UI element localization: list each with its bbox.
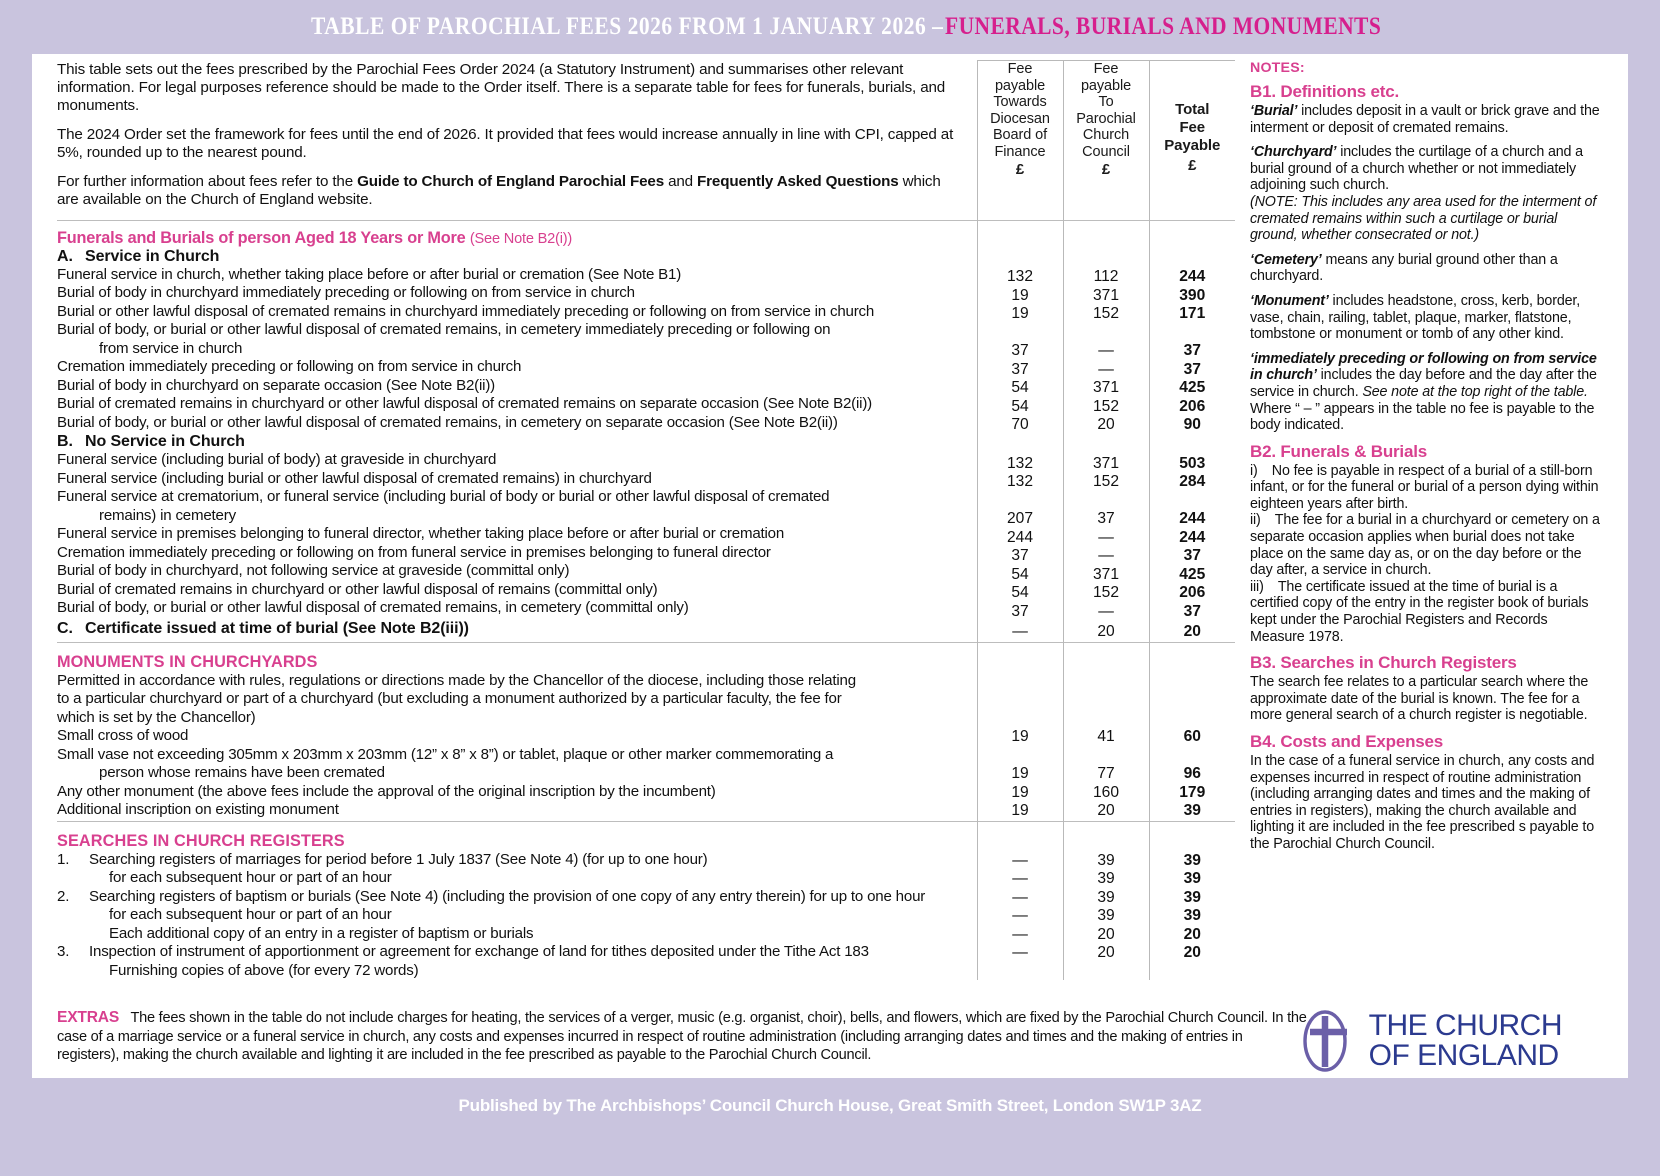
fee-pcc: 371	[1092, 565, 1120, 583]
funerals-dbf-cell	[977, 220, 1063, 642]
searches-block-row	[57, 821, 1235, 980]
spacer	[978, 435, 1063, 455]
fee-total: 244	[1179, 268, 1206, 285]
pcc-l1: Fee	[1093, 61, 1119, 77]
extras-block	[57, 1009, 1307, 1065]
dbf-l2: payable	[994, 77, 1046, 94]
term-cemetery-def: means any burial ground other than a churchyard.	[1250, 251, 1558, 285]
spacer	[1064, 324, 1149, 343]
section-b-title: No Service in Church	[85, 433, 245, 450]
document-sheet	[32, 54, 1628, 1078]
fees-table	[57, 60, 1235, 980]
total-l2: Fee	[1179, 119, 1206, 136]
total-l1: Total	[1175, 101, 1210, 118]
monuments-total-cell	[1149, 642, 1235, 821]
fee-total: 244	[1179, 510, 1206, 527]
fee-pcc: 39	[1097, 907, 1115, 924]
fee-pcc: 152	[1092, 584, 1120, 601]
monuments-block-row	[57, 642, 1235, 821]
fee-dbf: 132	[1006, 454, 1034, 472]
row-desc: Small vase not exceeding 305mm x 203mm x 203mm (12” x 8” x 8”) or tablet, plaque or other marker commemorating a	[57, 745, 834, 763]
section-c-title: Certificate issued at time of burial (See Note B2(iii))	[85, 619, 469, 637]
list-item	[57, 962, 967, 981]
list-item	[57, 906, 967, 925]
spacer	[1150, 832, 1236, 852]
monuments-preamble-1: Permitted in accordance with rules, regulations or directions made by the Chancellor of the diocese, including those relating	[57, 671, 856, 689]
term-monument-def: includes headstone, cross, kerb, border, vase, chain, railing, tablet, plaque, marker, flatstone, tombstone or monument or tomb of any other kind.	[1250, 292, 1581, 343]
spacer	[1064, 229, 1149, 248]
spacer	[1150, 492, 1236, 511]
fee-dbf: 19	[1011, 802, 1029, 819]
intro-paragraph-1: This table sets out the fees prescribed by the Parochial Fees Order 2024 (a Statutory Instrument) and summarises other relevant information. For legal purposes reference should be made to the Order itself. There is a separate table for fees for funerals, burials, and monuments.	[57, 60, 946, 114]
term-burial: ‘Burial’	[1250, 103, 1298, 119]
extras-paragraph	[57, 1009, 1307, 1065]
fee-total: 37	[1183, 342, 1201, 359]
col-header-dbf	[977, 61, 1063, 221]
fee-pcc: 152	[1092, 397, 1120, 415]
fee-total: 39	[1183, 851, 1201, 869]
item-text: for each subsequent hour or part of an hour	[109, 869, 392, 886]
spacer	[1150, 653, 1236, 673]
fee-dbf: 19	[1011, 305, 1029, 322]
fee-total: 96	[1183, 765, 1201, 782]
note-b2-iii: iii) The certificate issued at the time of burial is a certified copy of the entry in the register book of burials kept under the Parochial Registers and Records Measure 1978.	[1250, 578, 1589, 645]
monuments-desc-cell	[57, 642, 977, 821]
funerals-desc-cell	[57, 220, 977, 642]
row-desc: Burial of body, or burial or other lawful disposal of cremated remains, in cemetery immediately preceding or following on	[57, 321, 831, 338]
fee-dbf: 37	[1011, 360, 1029, 378]
section-b-letter: B.	[57, 433, 73, 450]
section-c-letter: C.	[57, 619, 73, 637]
fee-pcc: 39	[1097, 870, 1115, 887]
fee-pcc: 39	[1097, 851, 1115, 869]
row-desc: Burial of body in churchyard on separate occasion (See Note B2(ii))	[57, 376, 495, 394]
fee-pcc: —	[1098, 547, 1114, 564]
term-cemetery: ‘Cemetery’	[1250, 251, 1322, 268]
notes-column	[1228, 60, 1600, 1000]
fee-dbf: 37	[1011, 342, 1029, 359]
fee-pcc: 112	[1093, 268, 1119, 285]
term-burial-def: includes deposit in a vault or brick grave and the interment or deposit of cremated remains.	[1250, 103, 1600, 136]
fee-total: 390	[1179, 286, 1206, 304]
pcc-l5: Church	[1082, 127, 1130, 143]
item-text: Searching registers of marriages for period before 1 July 1837 (See Note 4) (for up to one hour)	[89, 850, 708, 868]
searches-heading: SEARCHES IN CHURCH REGISTERS	[57, 831, 345, 850]
spacer	[1150, 673, 1236, 729]
total-l3: Payable	[1164, 137, 1221, 154]
fee-dbf: 54	[1011, 584, 1029, 601]
term-immediately: ‘immediately preceding or following on from service in church’	[1250, 350, 1597, 384]
logo-line-2: OF ENGLAND	[1368, 1039, 1559, 1072]
fee-pcc: 37	[1097, 510, 1115, 527]
item-text: Searching registers of baptism or burials (See Note 4) (including the provision of one copy of any entry therein) for up to one hour	[89, 887, 926, 905]
main-table-area	[57, 60, 1235, 1072]
table-header-row	[57, 61, 1235, 221]
fee-total: 20	[1183, 944, 1201, 961]
row-desc: Funeral service in premises belonging to funeral director, whether taking place before or after burial or cremation	[57, 525, 785, 542]
pcc-currency: £	[1101, 161, 1111, 178]
spacer	[1150, 229, 1236, 248]
item-number: 3.	[57, 943, 70, 960]
fee-pcc: 41	[1097, 728, 1115, 745]
spacer	[1064, 435, 1149, 455]
fee-pcc: 371	[1092, 454, 1120, 472]
monuments-heading: MONUMENTS IN CHURCHYARDS	[57, 652, 318, 671]
fee-dbf: 19	[1011, 783, 1029, 801]
intro-paragraph-2: The 2024 Order set the framework for fees until the end of 2026. It provided that fees would increase annually in line with CPI, capped at 5%, rounded up to the nearest pound.	[57, 125, 954, 161]
item-text: Each additional copy of an entry in a register of baptism or burials	[109, 924, 534, 942]
row-desc: Burial of body, or burial or other lawful disposal of cremated remains, in cemetery (committal only)	[57, 599, 689, 616]
term-immediately-def: includes the day before and the day after the service in church.	[1250, 367, 1597, 400]
row-desc-cont: remains) in cemetery	[99, 506, 236, 524]
spacer	[978, 747, 1063, 766]
spacer	[1064, 492, 1149, 511]
term-immediately-seealso: See note at the top right of the table.	[1362, 383, 1588, 400]
searches-desc-cell	[57, 821, 977, 980]
extras-label: EXTRAS	[57, 1009, 120, 1026]
fee-pcc: 152	[1092, 305, 1120, 322]
funerals-heading-text: Funerals and Burials of person Aged 18 Years or More	[57, 228, 466, 247]
faq-link-text: Frequently Asked Questions	[697, 172, 899, 190]
spacer	[978, 324, 1063, 343]
monuments-preamble-2: to a particular churchyard or part of a churchyard (but excluding a monument authorized by a particular faculty, the fee for	[57, 690, 842, 707]
fee-pcc: 20	[1097, 802, 1115, 819]
spacer	[978, 832, 1063, 852]
list-item	[57, 888, 967, 907]
fee-total: 39	[1183, 907, 1201, 924]
item-number: 1.	[57, 850, 70, 868]
fee-dbf: 244	[1006, 528, 1034, 546]
fee-total: 171	[1179, 305, 1206, 322]
footer-text: Published by The Archbishops’ Council Church House, Great Smith Street, London SW1P 3AZ	[458, 1096, 1202, 1115]
fee-total: 425	[1179, 565, 1206, 583]
fee-total: 206	[1179, 584, 1206, 601]
pcc-l2: payable	[1080, 77, 1132, 94]
row-desc: Burial or other lawful disposal of cremated remains in churchyard immediately preceding or following on from service in church	[57, 302, 875, 320]
fee-pcc: —	[1098, 360, 1114, 378]
fee-total: 20	[1183, 925, 1201, 943]
fee-total: 39	[1183, 870, 1201, 887]
row-desc: Cremation immediately preceding or following on from funeral service in premises belonging to funeral director	[57, 543, 771, 561]
note-b2-title: B2. Funerals & Burials	[1250, 441, 1427, 461]
note-b3-text: The search fee relates to a particular search where the approximate date of the burial is known. The fee for a more general search of a church register is negotiable.	[1250, 674, 1589, 724]
row-desc: Any other monument (the above fees include the approval of the original inscription by the incumbent)	[57, 782, 716, 800]
intro-p3-post: which are available on the Church of England website.	[57, 172, 941, 208]
fee-pcc: 39	[1097, 888, 1115, 906]
intro-cell	[57, 61, 977, 221]
spacer	[1150, 324, 1236, 343]
fee-dbf: 37	[1011, 602, 1029, 620]
row-desc-cont: person whose remains have been cremated	[99, 764, 385, 781]
dbf-l1: Fee	[1007, 61, 1033, 77]
spacer	[1150, 435, 1236, 455]
monuments-pcc-cell	[1063, 642, 1149, 821]
col-header-total	[1149, 61, 1235, 221]
fee-pcc: 20	[1097, 623, 1115, 640]
fee-total: 503	[1179, 454, 1206, 472]
header-title-pink: FUNERALS, BURIALS AND MONUMENTS	[945, 13, 1382, 40]
intro-text	[57, 61, 955, 209]
fee-total: 244	[1179, 528, 1206, 546]
fee-pcc: 160	[1092, 783, 1120, 801]
item-number: 2.	[57, 887, 70, 905]
note-b1-burial	[1250, 103, 1600, 136]
page-footer	[0, 1078, 1660, 1176]
fee-dbf: —	[1012, 888, 1028, 906]
spacer	[1150, 247, 1236, 268]
term-churchyard-def: includes the curtilage of a church and a burial ground of a church whether or not immediately adjoining such church.	[1250, 144, 1583, 194]
dbf-l3: Towards	[993, 94, 1047, 110]
section-a-heading	[57, 248, 967, 266]
list-item	[57, 869, 967, 888]
fee-dbf: 37	[1011, 547, 1029, 564]
spacer	[1064, 832, 1149, 852]
row-desc: Cremation immediately preceding or following on from service in church	[57, 358, 522, 375]
list-item	[57, 851, 967, 870]
section-b-heading	[57, 433, 967, 451]
fee-total: 39	[1183, 888, 1201, 906]
list-item	[57, 925, 967, 944]
row-desc: Funeral service in church, whether taking place before or after burial or cremation (See Note B1)	[57, 265, 682, 283]
intro-p3-mid: and	[664, 172, 698, 190]
note-b1-dash: Where “ – ” appears in the table no fee is payable to the body indicated.	[1250, 400, 1595, 434]
section-a-letter: A.	[57, 247, 73, 265]
fee-dbf: —	[1012, 623, 1028, 640]
row-desc: Burial of body, or burial or other lawful disposal of cremated remains, in cemetery on separate occasion (See Note B2(ii))	[57, 413, 838, 431]
row-desc: Burial of cremated remains in churchyard or other lawful disposal of cremated remains on separate occasion (See Note B2(ii))	[57, 395, 872, 412]
searches-dbf-cell	[977, 821, 1063, 980]
fee-total: 37	[1183, 602, 1201, 620]
note-b4-title: B4. Costs and Expenses	[1250, 732, 1444, 751]
fee-dbf: —	[1012, 907, 1028, 924]
fee-dbf: 132	[1006, 268, 1034, 285]
spacer	[1064, 673, 1149, 729]
col-header-pcc	[1063, 61, 1149, 221]
fee-dbf: 54	[1011, 565, 1029, 583]
funerals-heading	[57, 229, 967, 248]
funerals-pcc-cell	[1063, 220, 1149, 642]
note-b1-immediately	[1250, 351, 1600, 401]
dbf-l5: Board of	[992, 127, 1047, 143]
fee-total: 37	[1183, 360, 1201, 378]
churchyard-note-italic: (NOTE: This includes any area used for the interment of cremated remains within such a curtilage or burial ground, whether consecrated or not.)	[1250, 193, 1597, 244]
notes-title: NOTES:	[1250, 60, 1305, 76]
intro-paragraph-3	[57, 173, 955, 209]
fee-total: 37	[1183, 547, 1201, 564]
guide-link-text: Guide to Church of England Parochial Fees	[357, 172, 665, 190]
spacer	[1150, 747, 1236, 766]
fee-pcc: —	[1098, 602, 1114, 620]
fee-dbf: 54	[1011, 379, 1029, 396]
fee-dbf: 19	[1011, 765, 1029, 782]
fee-dbf: 70	[1011, 416, 1029, 433]
fee-dbf: —	[1012, 870, 1028, 887]
fee-total: 284	[1179, 473, 1206, 490]
funerals-heading-note: (See Note B2(i))	[469, 230, 573, 247]
dbf-currency: £	[1015, 161, 1025, 178]
spacer	[978, 229, 1063, 248]
dbf-l4: Diocesan	[990, 110, 1050, 127]
fee-total: 425	[1179, 379, 1206, 396]
section-c-heading	[57, 620, 967, 638]
logo-line-1: THE CHURCH	[1368, 1009, 1562, 1042]
row-desc: Funeral service at crematorium, or funeral service (including burial of body or burial or other lawful disposal of cremated	[57, 488, 830, 505]
list-item	[57, 943, 967, 962]
intro-p3-pre: For further information about fees refer to the	[57, 172, 358, 190]
item-text: for each subsequent hour or part of an hour	[109, 906, 392, 923]
fee-total: 20	[1183, 623, 1201, 640]
item-text: Furnishing copies of above (for every 72 words)	[109, 961, 419, 979]
row-desc: Burial of cremated remains in churchyard or other lawful disposal of remains (committal only)	[57, 580, 658, 598]
note-b2-i: i) No fee is payable in respect of a burial of a still-born infant, or for the funeral or burial of a person dying within eighteen years after birth.	[1250, 462, 1599, 512]
fee-dbf: 132	[1006, 473, 1034, 490]
logo-wordmark	[1369, 1011, 1562, 1071]
extras-text: The fees shown in the table do not include charges for heating, the services of a verger, music (e.g. organist, choir), bells, and flowers, which are fixed by the Parochial Church Council. In the case of a marriage service or a funeral service in church, any costs and expenses incurred in respect of routine administration (including arranging dates and times and the making of entries in registers), making the church available and lighting it are included in the fee prescribed as payable to the Parochial Church Council.	[57, 1010, 1307, 1063]
fee-pcc: 371	[1092, 286, 1120, 304]
fee-total: 90	[1183, 416, 1201, 433]
row-desc: Small cross of wood	[57, 727, 189, 744]
note-b1-churchyard	[1250, 144, 1600, 194]
fee-total: 206	[1179, 397, 1206, 415]
spacer	[1064, 747, 1149, 766]
spacer	[978, 673, 1063, 729]
term-monument: ‘Monument’	[1250, 292, 1329, 309]
fee-dbf: 19	[1011, 728, 1029, 745]
fee-total: 60	[1183, 728, 1201, 745]
term-churchyard: ‘Churchyard’	[1250, 144, 1337, 161]
spacer	[978, 247, 1063, 268]
note-b1-title: B1. Definitions etc.	[1250, 82, 1400, 101]
searches-pcc-cell	[1063, 821, 1149, 980]
logo-cross-icon	[1302, 1010, 1360, 1072]
section-a-title: Service in Church	[85, 247, 220, 265]
searches-total-cell	[1149, 821, 1235, 980]
note-b1-churchyard-note	[1250, 194, 1600, 244]
fee-pcc: 20	[1097, 416, 1115, 433]
fee-pcc: 77	[1097, 765, 1115, 782]
fee-dbf: —	[1012, 925, 1028, 943]
dbf-l6: Finance	[994, 143, 1046, 160]
monuments-preamble-3: which is set by the Chancellor)	[57, 708, 256, 726]
pcc-l6: Council	[1082, 143, 1130, 160]
fee-pcc: 20	[1097, 925, 1115, 943]
fee-pcc: —	[1098, 528, 1114, 546]
note-b2-ii: ii) The fee for a burial in a churchyard or cemetery on a separate occasion applies when burial does not take place on the same day as, or on the day before or the day after, a service in church.	[1250, 512, 1600, 579]
fee-total: 39	[1183, 802, 1201, 819]
total-currency: £	[1188, 157, 1197, 174]
row-desc: Burial of body in churchyard, not following service at graveside (committal only)	[57, 562, 570, 579]
fee-dbf: —	[1012, 851, 1028, 869]
row-desc: Additional inscription on existing monument	[57, 801, 339, 818]
church-of-england-logo	[1302, 1010, 1562, 1072]
header-title-white: TABLE OF PAROCHIAL FEES 2026 FROM 1 JANUARY 2026 –	[310, 13, 944, 40]
row-desc: Funeral service (including burial or other lawful disposal of cremated remains) in churchyard	[57, 469, 652, 487]
fee-pcc: 152	[1092, 473, 1120, 490]
fee-dbf: 207	[1006, 510, 1034, 527]
monuments-dbf-cell	[977, 642, 1063, 821]
spacer	[1064, 653, 1149, 673]
spacer	[1064, 247, 1149, 268]
fee-dbf: —	[1012, 944, 1028, 961]
fee-dbf: 19	[1011, 286, 1029, 304]
funerals-total-cell	[1149, 220, 1235, 642]
fee-pcc: 20	[1097, 944, 1115, 961]
pcc-l3: To	[1098, 94, 1114, 110]
fee-pcc: 371	[1092, 379, 1120, 396]
note-b1-cemetery	[1250, 252, 1600, 285]
row-desc-cont: from service in church	[99, 339, 243, 357]
pcc-l4: Parochial	[1076, 110, 1136, 127]
item-text: Inspection of instrument of apportionment or agreement for exchange of land for tithes deposited under the Tithe Act 183	[89, 943, 869, 960]
page-header	[0, 0, 1660, 54]
row-desc: Burial of body in churchyard immediately preceding or following on from service in church	[57, 284, 635, 301]
note-b3-title: B3. Searches in Church Registers	[1250, 653, 1517, 673]
spacer	[978, 653, 1063, 673]
fee-total: 179	[1179, 783, 1206, 801]
fee-dbf: 54	[1011, 397, 1029, 415]
note-b1-monument	[1250, 293, 1600, 343]
fee-pcc: —	[1098, 342, 1114, 359]
row-desc: Funeral service (including burial of body) at graveside in churchyard	[57, 451, 497, 468]
spacer	[978, 492, 1063, 511]
note-b4-text: In the case of a funeral service in church, any costs and expenses incurred in respect of routine administration (including arranging dates and times and the making of entries in registers), making the church available and lighting it are included in the fee prescribed s payable to the Parochial Church Council.	[1250, 753, 1595, 852]
funerals-block-row	[57, 220, 1235, 642]
